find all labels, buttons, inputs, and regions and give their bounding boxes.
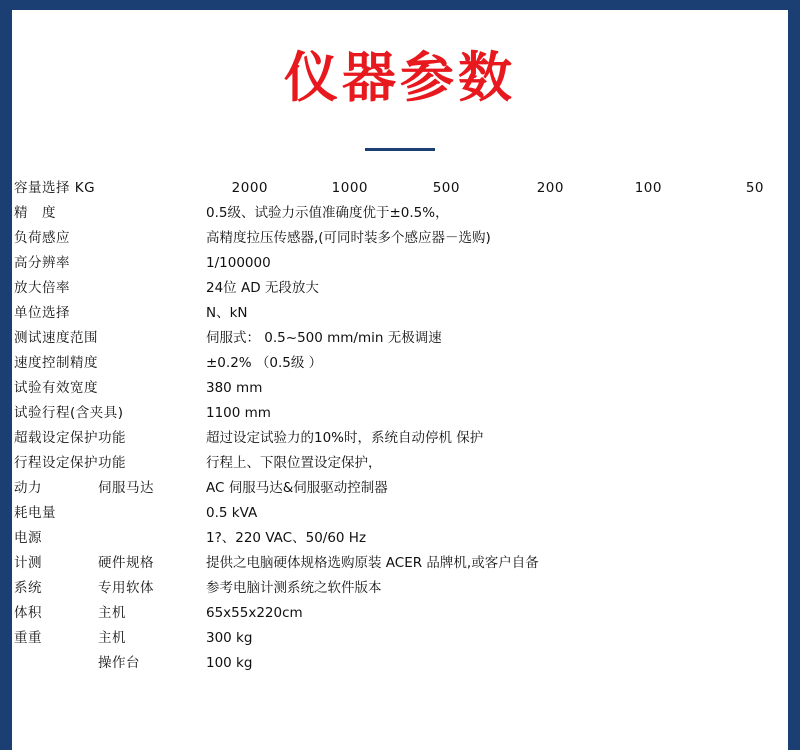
row-label-primary: 耗电量 xyxy=(14,505,56,521)
row-value: ±0.2% （0.5级 ） xyxy=(206,355,323,371)
row-label-secondary xyxy=(98,301,206,326)
row-label-primary: 精 度 xyxy=(14,205,56,221)
row-value: 65x55x220cm xyxy=(206,605,303,621)
row-label-secondary xyxy=(98,226,206,251)
row-label-secondary: 专用软体 xyxy=(98,580,154,596)
row-value: 高精度拉压传感器,(可同时装多个感应器－选购) xyxy=(206,230,491,246)
row-label-primary xyxy=(12,651,98,676)
row-label-secondary: 伺服马达 xyxy=(98,480,154,496)
capacity-option-0: 2000 xyxy=(231,180,268,196)
table-row xyxy=(12,351,788,376)
specification-table-body xyxy=(12,176,788,676)
specification-table xyxy=(12,176,788,676)
row-label-primary: 速度控制精度 xyxy=(14,355,98,371)
page-title: 仪器参数 xyxy=(284,46,516,109)
row-label-secondary: 主机 xyxy=(98,630,126,646)
row-label-primary: 计测 xyxy=(14,555,42,571)
row-value: 0.5 kVA xyxy=(206,505,258,521)
table-row xyxy=(12,551,788,576)
row-value: 380 mm xyxy=(206,380,263,396)
row-value: 24位 AD 无段放大 xyxy=(206,280,319,296)
row-value: 伺服式： 0.5~500 mm/min 无极调速 xyxy=(206,330,442,346)
row-label-primary: 高分辨率 xyxy=(14,255,70,271)
row-value: 100 kg xyxy=(206,655,253,671)
row-label-secondary xyxy=(98,326,206,351)
row-label-secondary xyxy=(98,201,206,226)
table-row xyxy=(12,451,788,476)
row-value: N、kN xyxy=(206,305,248,321)
row-label-primary: 试验行程(含夹具) xyxy=(14,405,124,421)
row-label-secondary xyxy=(98,501,206,526)
row-value: 行程上、下限位置设定保护， xyxy=(206,455,382,471)
table-row-capacity xyxy=(12,176,788,201)
table-row xyxy=(12,201,788,226)
row-label-secondary xyxy=(98,351,206,376)
row-label-primary: 电源 xyxy=(14,530,42,546)
table-row xyxy=(12,576,788,601)
row-label-secondary xyxy=(98,251,206,276)
capacity-option-3: 200 xyxy=(536,180,564,196)
row-label-primary: 行程设定保护功能 xyxy=(14,455,126,471)
table-row xyxy=(12,401,788,426)
row-label-primary: 单位选择 xyxy=(14,305,70,321)
row-label-primary: 超载设定保护功能 xyxy=(14,430,126,446)
row-label-secondary: 硬件规格 xyxy=(98,555,154,571)
row-label-secondary xyxy=(98,526,206,551)
row-label-primary: 测试速度范围 xyxy=(14,330,98,346)
table-row xyxy=(12,226,788,251)
top-accent-bar xyxy=(0,0,800,10)
row-label-primary: 试验有效宽度 xyxy=(14,380,98,396)
row-value: 1?、220 VAC、50/60 Hz xyxy=(206,530,367,546)
table-row xyxy=(12,601,788,626)
table-row xyxy=(12,276,788,301)
table-row xyxy=(12,376,788,401)
row-value: AC 伺服马达&伺服驱动控制器 xyxy=(206,480,388,496)
capacity-options-cell xyxy=(206,176,788,201)
table-row xyxy=(12,301,788,326)
row-label-secondary: 操作台 xyxy=(98,655,140,671)
capacity-options xyxy=(206,176,788,201)
row-value: 1100 mm xyxy=(206,405,271,421)
table-row xyxy=(12,326,788,351)
row-label-primary: 负荷感应 xyxy=(14,230,70,246)
table-row xyxy=(12,626,788,651)
row-value: 0.5级、试验力示值准确度优于±0.5%， xyxy=(206,205,449,221)
table-row xyxy=(12,251,788,276)
capacity-label: 容量选择 KG xyxy=(14,180,96,196)
capacity-option-1: 1000 xyxy=(331,180,368,196)
row-label-secondary xyxy=(98,376,206,401)
row-value: 提供之电脑硬体规格选购原装 ACER 品牌机,或客户自备 xyxy=(206,555,539,571)
row-label-secondary: 主机 xyxy=(98,605,126,621)
page-title-wrap xyxy=(0,46,800,110)
row-label-primary: 重重 xyxy=(14,630,42,646)
right-accent-bar xyxy=(788,0,800,750)
table-row xyxy=(12,426,788,451)
capacity-option-5: 50 xyxy=(745,180,764,196)
capacity-option-2: 500 xyxy=(432,180,460,196)
row-value: 参考电脑计测系统之软件版本 xyxy=(206,580,382,596)
table-row xyxy=(12,501,788,526)
capacity-option-4: 100 xyxy=(634,180,662,196)
row-label-primary: 系统 xyxy=(14,580,42,596)
row-value: 300 kg xyxy=(206,630,253,646)
left-accent-bar xyxy=(0,0,12,750)
table-row xyxy=(12,651,788,676)
table-row xyxy=(12,526,788,551)
row-label-primary: 放大倍率 xyxy=(14,280,70,296)
title-underline xyxy=(365,148,435,151)
row-label-primary: 体积 xyxy=(14,605,42,621)
row-label-secondary xyxy=(98,276,206,301)
row-value: 1/100000 xyxy=(206,255,271,271)
table-row xyxy=(12,476,788,501)
row-value: 超过设定试验力的10%时，系统自动停机 保护 xyxy=(206,430,484,446)
row-label-primary: 动力 xyxy=(14,480,42,496)
